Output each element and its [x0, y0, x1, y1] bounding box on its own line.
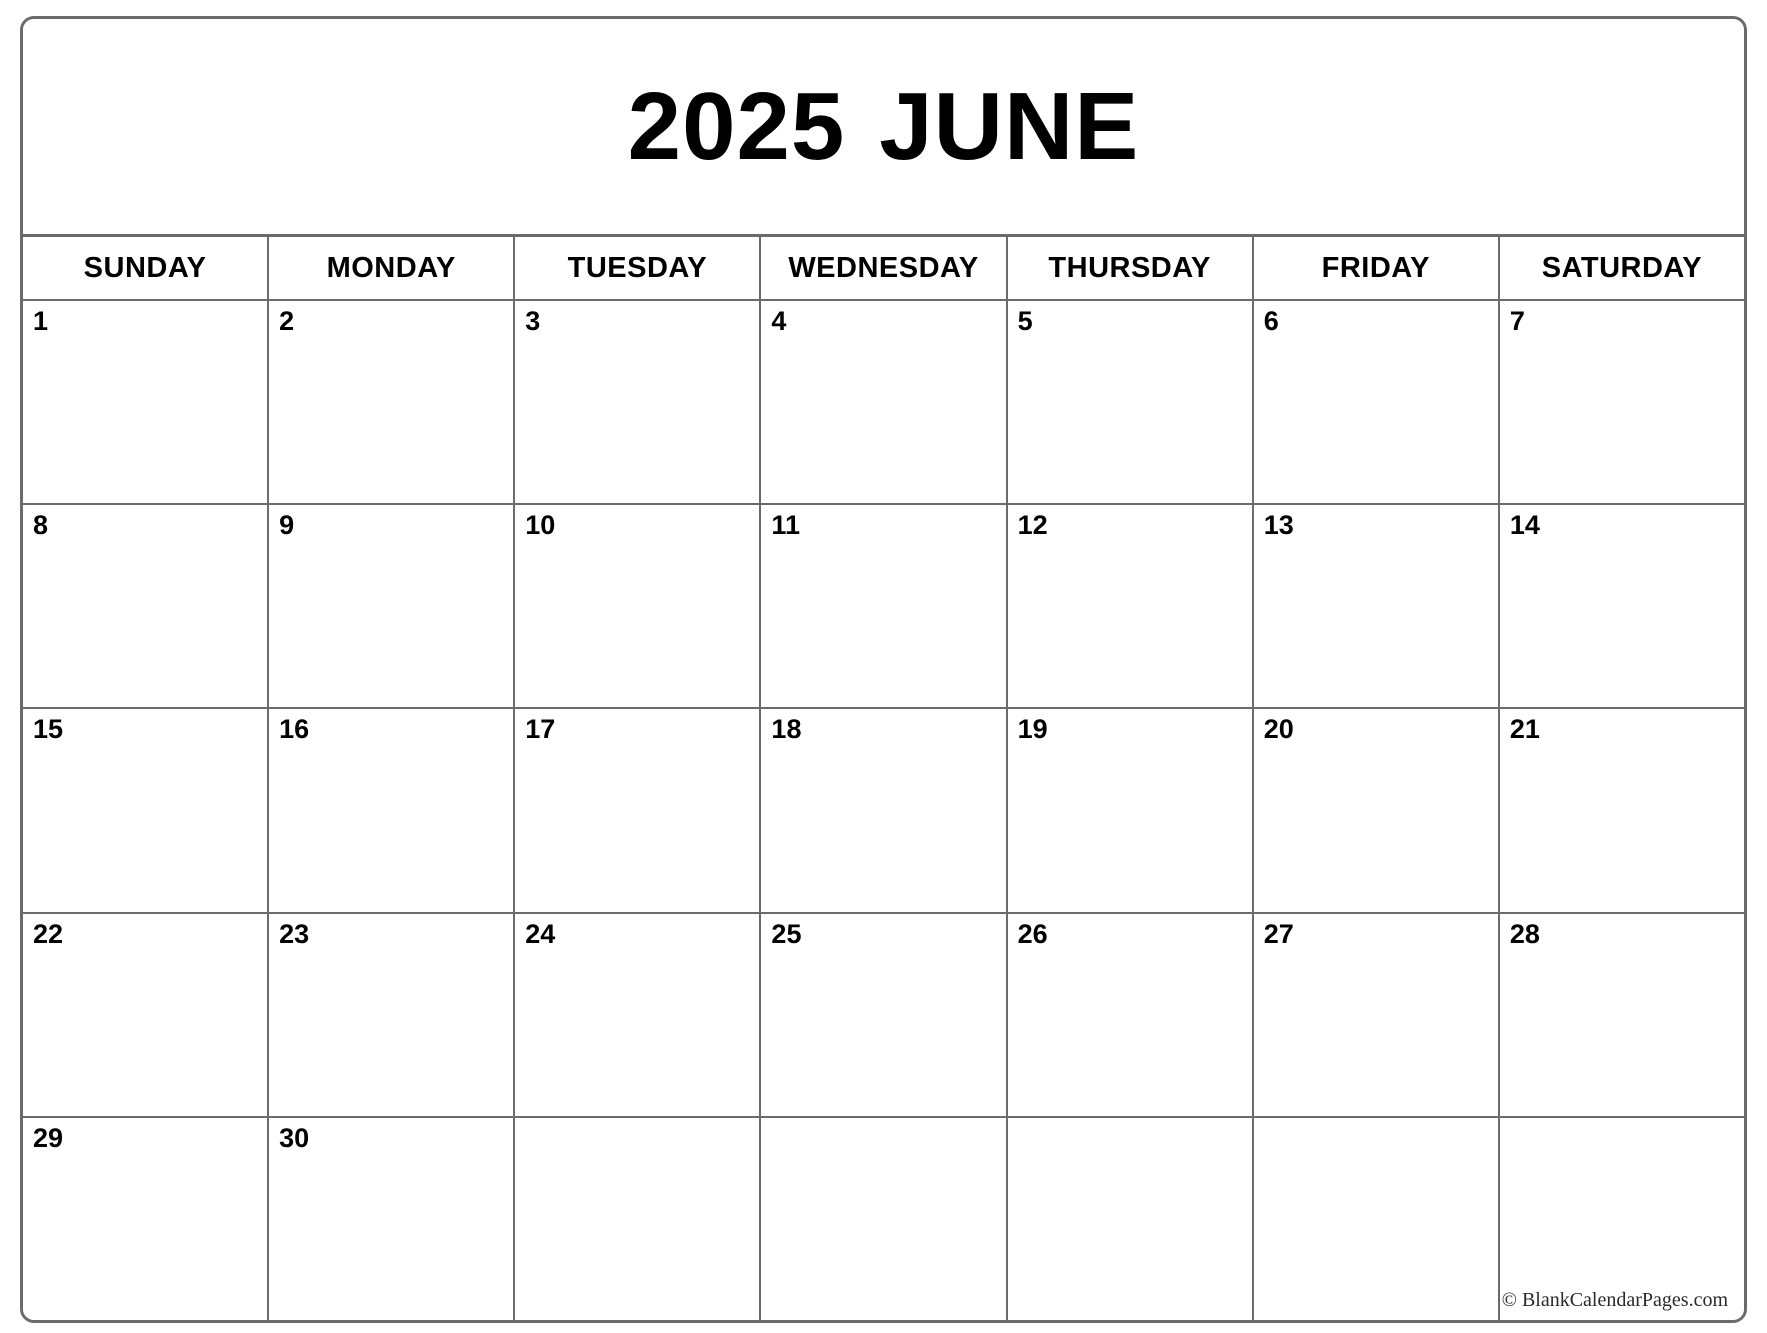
day-number: 21: [1509, 714, 1540, 745]
day-number: 9: [279, 510, 295, 541]
copyright-credit: © BlankCalendarPages.com: [1501, 1289, 1728, 1311]
day-number: 20: [1263, 714, 1294, 745]
day-cell[interactable]: [1254, 301, 1500, 503]
day-cell[interactable]: [1008, 914, 1254, 1116]
weekday-header-thursday: THURSDAY: [1008, 237, 1254, 299]
day-number: 2: [279, 306, 295, 336]
day-cell[interactable]: [23, 914, 269, 1116]
title-year: 2025: [627, 72, 846, 180]
day-number: 17: [525, 714, 556, 745]
day-number: 15: [33, 714, 64, 745]
day-cell-empty[interactable]: [761, 1118, 1007, 1320]
day-number: 3: [525, 306, 541, 336]
day-number: 12: [1017, 510, 1048, 541]
day-cell[interactable]: [761, 914, 1007, 1116]
day-number: 25: [771, 918, 802, 949]
day-cell[interactable]: [1254, 709, 1500, 911]
day-cell[interactable]: [23, 301, 269, 503]
day-number: 11: [771, 510, 800, 541]
day-number: 13: [1263, 510, 1294, 541]
weekday-header-friday: FRIDAY: [1254, 237, 1500, 299]
day-cell[interactable]: [1254, 505, 1500, 707]
day-cell[interactable]: [1008, 301, 1254, 503]
day-number: 7: [1509, 306, 1525, 336]
day-number: 6: [1263, 306, 1279, 336]
week-row: [23, 505, 1744, 709]
day-cell[interactable]: [269, 1118, 515, 1320]
day-cell[interactable]: [515, 301, 761, 503]
day-number: 26: [1017, 918, 1048, 949]
day-number: 8: [33, 510, 49, 541]
day-cell[interactable]: [269, 709, 515, 911]
day-cell[interactable]: [269, 301, 515, 503]
weekday-header-tuesday: TUESDAY: [515, 237, 761, 299]
calendar-title-bar: [23, 19, 1744, 237]
weekday-header-saturday: SATURDAY: [1500, 237, 1744, 299]
weekday-header-sunday: SUNDAY: [23, 237, 269, 299]
day-cell[interactable]: [1008, 709, 1254, 911]
day-cell[interactable]: [1500, 505, 1744, 707]
week-row: [23, 301, 1744, 505]
day-number: 5: [1017, 306, 1033, 336]
day-number: 30: [279, 1122, 310, 1153]
calendar-frame: [20, 16, 1747, 1323]
weekday-header-wednesday: WEDNESDAY: [761, 237, 1007, 299]
day-number: 18: [771, 714, 802, 745]
day-cell[interactable]: [515, 709, 761, 911]
day-cell[interactable]: [23, 709, 269, 911]
day-cell[interactable]: [23, 505, 269, 707]
day-cell[interactable]: [761, 709, 1007, 911]
day-cell[interactable]: [1500, 914, 1744, 1116]
day-number: 29: [33, 1122, 64, 1153]
day-number: 24: [525, 918, 556, 949]
week-row: [23, 709, 1744, 913]
day-cell[interactable]: [1500, 709, 1744, 911]
page-title: [627, 72, 1140, 180]
day-number: 10: [525, 510, 556, 541]
day-cell[interactable]: [515, 914, 761, 1116]
weekday-header-row: [23, 237, 1744, 301]
day-cell[interactable]: [23, 1118, 269, 1320]
week-row: [23, 914, 1744, 1118]
day-number: 19: [1017, 714, 1048, 745]
day-number: 27: [1263, 918, 1294, 949]
day-number: 28: [1509, 918, 1540, 949]
day-number: 16: [279, 714, 310, 745]
title-month: JUNE: [879, 72, 1140, 180]
day-cell-empty[interactable]: [1254, 1118, 1500, 1320]
day-cell-empty[interactable]: [515, 1118, 761, 1320]
day-cell[interactable]: [1254, 914, 1500, 1116]
calendar-grid: [23, 301, 1744, 1320]
day-cell[interactable]: [761, 301, 1007, 503]
day-number: 23: [279, 918, 310, 949]
day-number: 4: [771, 306, 787, 336]
day-cell[interactable]: [761, 505, 1007, 707]
weekday-header-monday: MONDAY: [269, 237, 515, 299]
day-cell-empty[interactable]: [1008, 1118, 1254, 1320]
day-cell[interactable]: [515, 505, 761, 707]
day-number: 1: [33, 306, 49, 336]
day-number: 22: [33, 918, 64, 949]
day-number: 14: [1509, 510, 1540, 541]
week-row: [23, 1118, 1744, 1320]
day-cell[interactable]: [1008, 505, 1254, 707]
day-cell[interactable]: [269, 914, 515, 1116]
day-cell[interactable]: [269, 505, 515, 707]
day-cell[interactable]: [1500, 301, 1744, 503]
